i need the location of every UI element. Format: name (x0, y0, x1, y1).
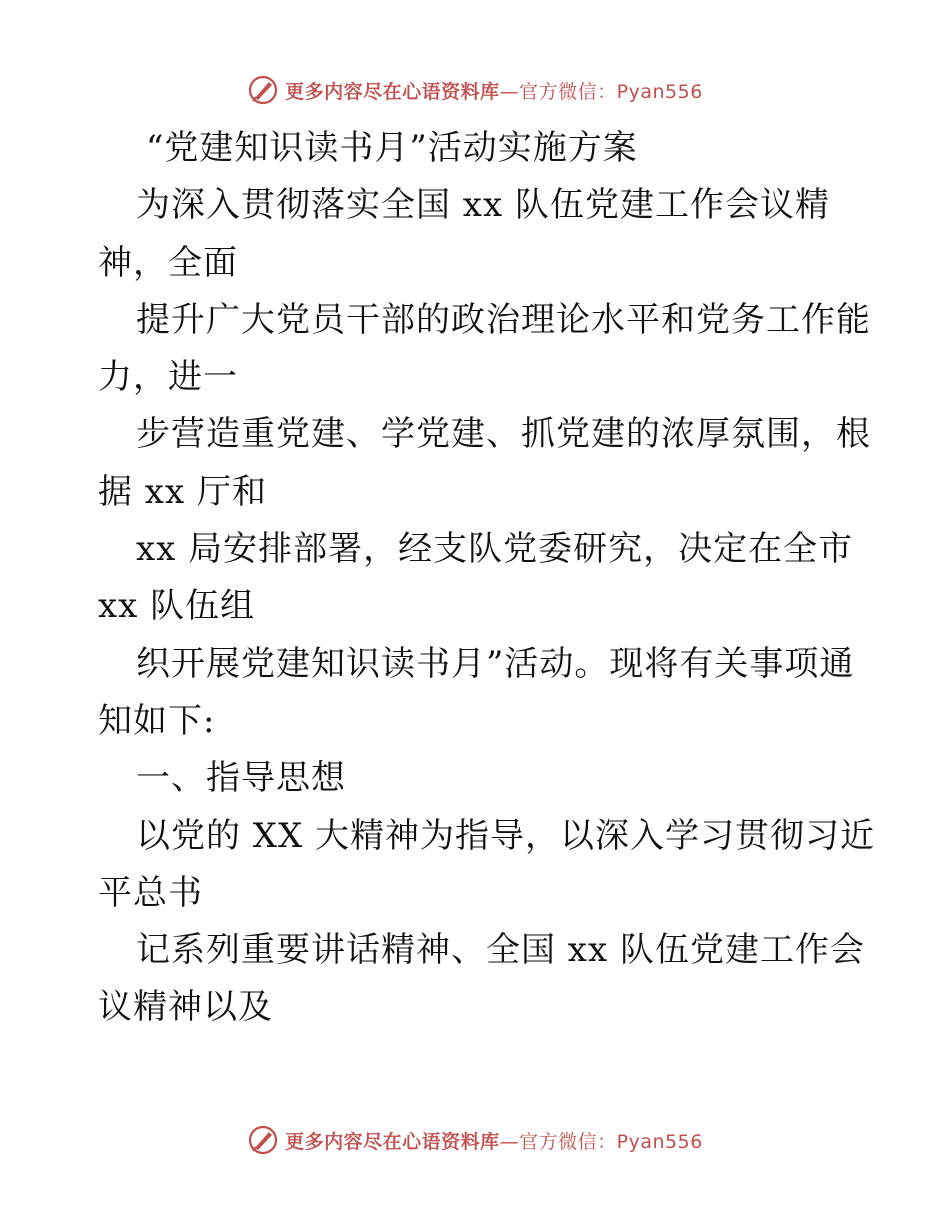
section-heading: 一、指导思想 (136, 758, 346, 799)
paragraph-line: 据 xx 厅和 (98, 471, 267, 512)
watermark-text (285, 1127, 703, 1154)
paragraph-line: 记系列重要讲话精神、全国 xx 队伍党建工作会 (136, 930, 865, 971)
paragraph-line: xx 队伍组 (98, 586, 256, 627)
watermark-main-text: 更多内容尽在心语资料库 (285, 80, 500, 103)
quill-pen-logo-icon (247, 1124, 279, 1156)
watermark-sub-text: 官方微信：Pyan556 (519, 1130, 703, 1153)
watermark-separator: — (499, 80, 520, 103)
watermark-text (285, 77, 703, 104)
paragraph-line: xx 局安排部署，经支队党委研究，决定在全市 (136, 529, 854, 570)
document-title: “党建知识读书月”活动实施方案 (146, 128, 638, 168)
paragraph-line: 平总书 (98, 872, 203, 913)
paragraph-line: 神，全面 (98, 242, 238, 283)
paragraph-line: 步营造重党建、学党建、抓党建的浓厚氛围，根 (136, 414, 871, 455)
paragraph-line: 织开展党建知识读书月”活动。现将有关事项通 (136, 643, 855, 684)
paragraph-line: 议精神以及 (98, 987, 273, 1028)
watermark-sub-text: 官方微信：Pyan556 (519, 80, 703, 103)
footer-watermark-banner (0, 1122, 950, 1158)
document-body (98, 120, 876, 1037)
paragraph-line: 力，进一 (98, 357, 238, 398)
paragraph-line: 提升广大党员干部的政治理论水平和党务工作能 (136, 299, 871, 340)
quill-pen-logo-icon (247, 74, 279, 106)
paragraph-line: 以党的 XX 大精神为指导，以深入学习贯彻习近 (136, 815, 876, 856)
paragraph-line: 知如下: (98, 700, 216, 741)
watermark-separator: — (499, 1130, 520, 1153)
header-watermark-banner (0, 72, 950, 108)
paragraph-line: 为深入贯彻落实全国 xx 队伍党建工作会议精 (136, 185, 830, 226)
watermark-main-text: 更多内容尽在心语资料库 (285, 1130, 500, 1153)
